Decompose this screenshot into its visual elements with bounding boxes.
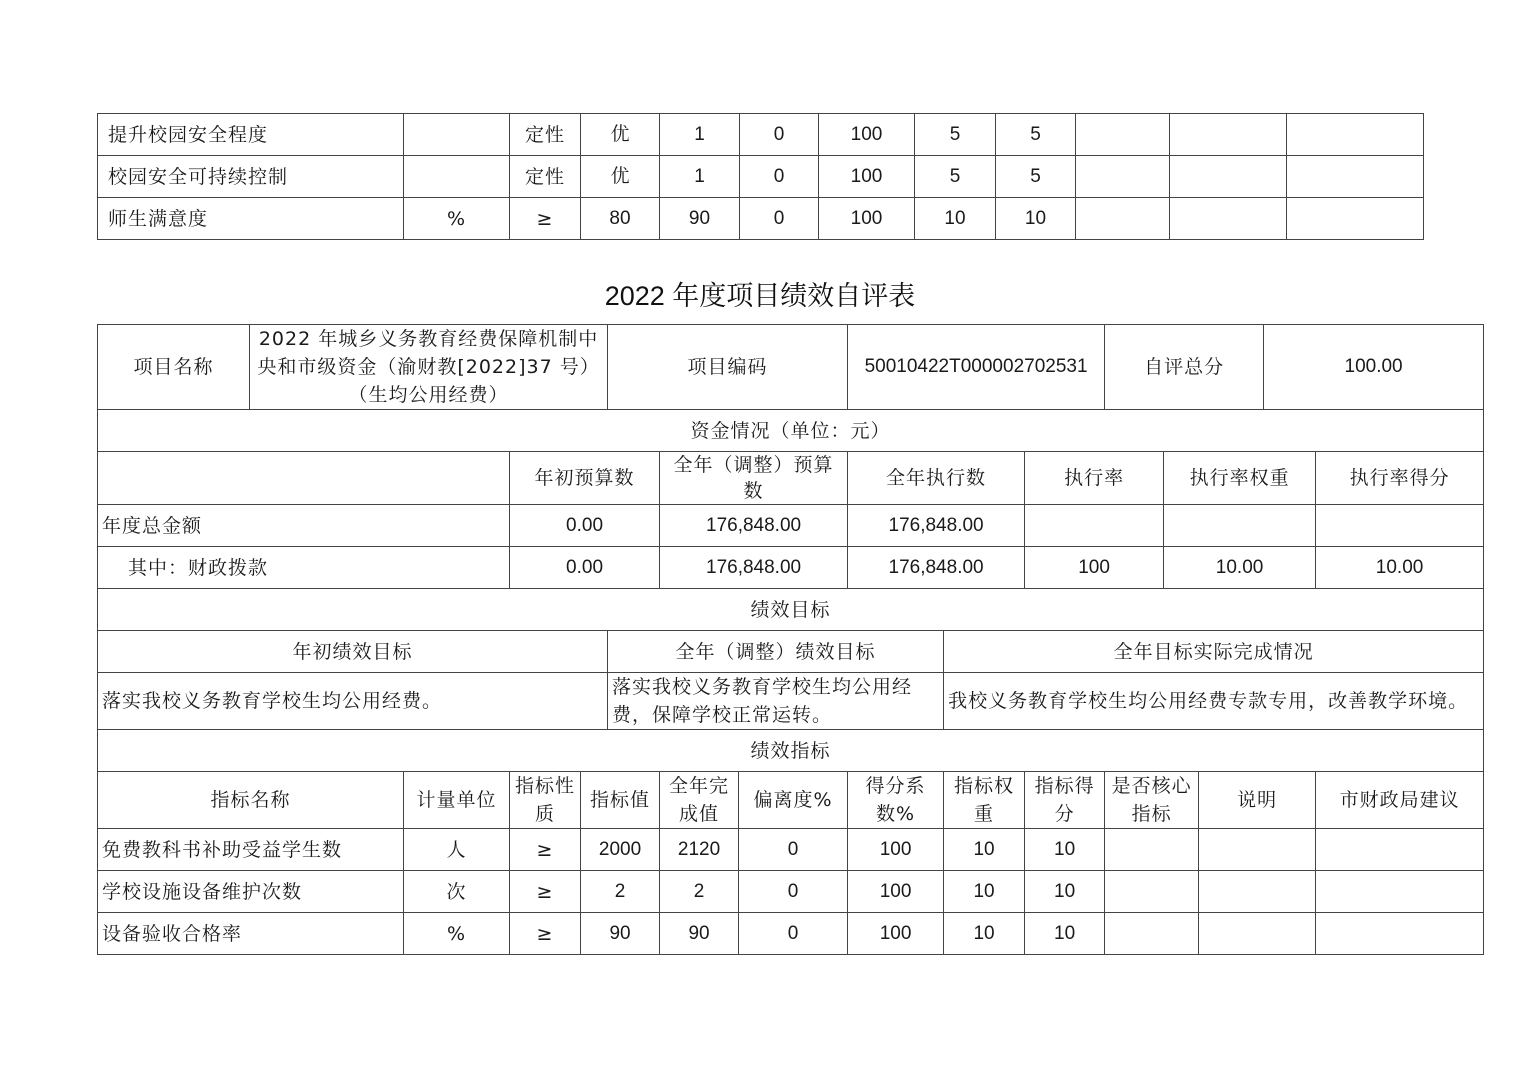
indicator-actual: 90 <box>660 913 739 955</box>
funds-rate-weight: 10.00 <box>1164 547 1316 589</box>
indicator-coef: 100 <box>819 198 915 240</box>
goal-actual-text: 我校义务教育学校生均公用经费专款专用，改善教学环境。 <box>944 673 1484 730</box>
goals-section-row <box>98 589 1484 631</box>
indicator-continuation-table <box>97 113 1424 240</box>
indicators-section-row <box>98 730 1484 772</box>
indicator-core <box>1076 156 1170 198</box>
indicator-advice <box>1287 156 1424 198</box>
indicators-header-row <box>98 772 1484 829</box>
indicator-deviation: 0 <box>739 913 848 955</box>
funds-executed: 176,848.00 <box>848 505 1025 547</box>
goal-adjusted-text: 落实我校义务教育学校生均公用经费，保障学校正常运转。 <box>608 673 944 730</box>
indicator-score: 10 <box>1025 829 1105 871</box>
funds-rate-score <box>1316 505 1484 547</box>
indicator-unit: 次 <box>404 871 510 913</box>
indicator-name: 免费教科书补助受益学生数 <box>98 829 404 871</box>
funds-adjusted: 176,848.00 <box>660 547 848 589</box>
funds-header-initial: 年初预算数 <box>510 452 660 505</box>
funds-total-row <box>98 505 1484 547</box>
funds-executed: 176,848.00 <box>848 547 1025 589</box>
indicator-target: 优 <box>581 114 660 156</box>
ind-header-core: 是否核心指标 <box>1105 772 1199 829</box>
indicator-core <box>1105 871 1199 913</box>
ind-header-nature: 指标性质 <box>510 772 581 829</box>
goal-header-initial: 年初绩效目标 <box>98 631 608 673</box>
indicator-nature: ≥ <box>510 829 581 871</box>
ind-header-score: 指标得分 <box>1025 772 1105 829</box>
indicator-core <box>1076 198 1170 240</box>
indicator-coef: 100 <box>848 829 944 871</box>
funds-rate <box>1025 505 1164 547</box>
indicator-score: 5 <box>996 156 1076 198</box>
indicator-nature: ≥ <box>510 913 581 955</box>
indicator-deviation: 0 <box>739 829 848 871</box>
indicator-weight: 5 <box>915 156 996 198</box>
indicator-weight: 5 <box>915 114 996 156</box>
indicator-core <box>1076 114 1170 156</box>
project-code-value: 50010422T000002702531 <box>848 325 1105 410</box>
indicator-name: 提升校园安全程度 <box>98 114 404 156</box>
indicator-row <box>98 156 1424 198</box>
indicator-row <box>98 913 1484 955</box>
indicator-actual: 90 <box>660 198 740 240</box>
self-evaluation-table <box>97 324 1484 955</box>
indicator-weight: 10 <box>944 913 1025 955</box>
ind-header-note: 说明 <box>1199 772 1316 829</box>
ind-header-name: 指标名称 <box>98 772 404 829</box>
indicator-score: 5 <box>996 114 1076 156</box>
indicator-note <box>1199 829 1316 871</box>
funds-header-rate: 执行率 <box>1025 452 1164 505</box>
indicator-actual: 2120 <box>660 829 739 871</box>
indicator-advice <box>1287 114 1424 156</box>
indicator-deviation: 0 <box>740 114 819 156</box>
indicators-body <box>98 829 1484 955</box>
indicator-name: 学校设施设备维护次数 <box>98 871 404 913</box>
indicator-name: 校园安全可持续控制 <box>98 156 404 198</box>
ind-header-unit: 计量单位 <box>404 772 510 829</box>
indicator-deviation: 0 <box>740 156 819 198</box>
indicator-score: 10 <box>996 198 1076 240</box>
ind-header-target: 指标值 <box>581 772 660 829</box>
funds-section-row <box>98 410 1484 452</box>
indicator-target: 2 <box>581 871 660 913</box>
ind-header-weight: 指标权重 <box>944 772 1025 829</box>
project-name-label: 项目名称 <box>98 325 250 410</box>
indicator-core <box>1105 829 1199 871</box>
indicator-actual: 1 <box>660 156 740 198</box>
funds-fiscal-row <box>98 547 1484 589</box>
indicator-nature: ≥ <box>510 198 581 240</box>
indicator-coef: 100 <box>848 913 944 955</box>
indicator-row <box>98 114 1424 156</box>
goals-value-row <box>98 673 1484 730</box>
ind-header-actual: 全年完成值 <box>660 772 739 829</box>
indicator-note <box>1170 114 1287 156</box>
indicator-note <box>1199 871 1316 913</box>
ind-header-advice: 市财政局建议 <box>1316 772 1484 829</box>
indicator-row <box>98 198 1424 240</box>
indicator-nature: ≥ <box>510 871 581 913</box>
indicator-note <box>1170 198 1287 240</box>
indicator-core <box>1105 913 1199 955</box>
indicator-unit: % <box>404 913 510 955</box>
indicator-unit: % <box>404 198 510 240</box>
funds-header-rate-weight: 执行率权重 <box>1164 452 1316 505</box>
funds-rate-score: 10.00 <box>1316 547 1484 589</box>
project-name-value: 2022 年城乡义务教育经费保障机制中央和市级资金（渝财教[2022]37 号）（生均公用经费） <box>250 325 608 410</box>
funds-row-label: 年度总金额 <box>98 505 510 547</box>
funds-row-label: 其中：财政拨款 <box>98 547 510 589</box>
indicator-target: 80 <box>581 198 660 240</box>
continuation-table-body <box>98 114 1424 240</box>
indicator-nature: 定性 <box>510 156 581 198</box>
indicator-actual: 2 <box>660 871 739 913</box>
indicator-coef: 100 <box>819 114 915 156</box>
indicator-advice <box>1316 871 1484 913</box>
self-score-label: 自评总分 <box>1105 325 1264 410</box>
indicator-coef: 100 <box>819 156 915 198</box>
project-code-label: 项目编码 <box>608 325 848 410</box>
goals-section-title: 绩效目标 <box>98 589 1484 631</box>
indicator-row <box>98 871 1484 913</box>
indicator-weight: 10 <box>915 198 996 240</box>
indicator-weight: 10 <box>944 829 1025 871</box>
funds-header-executed: 全年执行数 <box>848 452 1025 505</box>
indicator-score: 10 <box>1025 913 1105 955</box>
indicator-actual: 1 <box>660 114 740 156</box>
indicator-target: 90 <box>581 913 660 955</box>
indicator-deviation: 0 <box>740 198 819 240</box>
indicator-target: 优 <box>581 156 660 198</box>
funds-header-rate-score: 执行率得分 <box>1316 452 1484 505</box>
indicator-nature: 定性 <box>510 114 581 156</box>
funds-adjusted: 176,848.00 <box>660 505 848 547</box>
indicator-note <box>1199 913 1316 955</box>
indicator-row <box>98 829 1484 871</box>
funds-header-blank <box>98 452 510 505</box>
ind-header-deviation: 偏离度% <box>739 772 848 829</box>
funds-initial: 0.00 <box>510 547 660 589</box>
funds-header-row <box>98 452 1484 505</box>
funds-section-title: 资金情况（单位：元） <box>98 410 1484 452</box>
funds-header-adjusted: 全年（调整）预算数 <box>660 452 848 505</box>
funds-rate: 100 <box>1025 547 1164 589</box>
indicator-unit <box>404 156 510 198</box>
indicator-coef: 100 <box>848 871 944 913</box>
indicator-target: 2000 <box>581 829 660 871</box>
indicator-weight: 10 <box>944 871 1025 913</box>
page-title: 2022 年度项目绩效自评表 <box>604 281 916 311</box>
goal-header-actual: 全年目标实际完成情况 <box>944 631 1484 673</box>
self-score-value: 100.00 <box>1264 325 1484 410</box>
indicator-deviation: 0 <box>739 871 848 913</box>
indicator-advice <box>1316 829 1484 871</box>
indicator-advice <box>1316 913 1484 955</box>
project-info-row <box>98 325 1484 410</box>
indicator-advice <box>1287 198 1424 240</box>
indicator-name: 师生满意度 <box>98 198 404 240</box>
indicator-unit: 人 <box>404 829 510 871</box>
indicator-unit <box>404 114 510 156</box>
ind-header-coef: 得分系数% <box>848 772 944 829</box>
goal-initial-text: 落实我校义务教育学校生均公用经费。 <box>98 673 608 730</box>
indicator-name: 设备验收合格率 <box>98 913 404 955</box>
funds-initial: 0.00 <box>510 505 660 547</box>
indicators-section-title: 绩效指标 <box>98 730 1484 772</box>
goal-header-adjusted: 全年（调整）绩效目标 <box>608 631 944 673</box>
indicator-note <box>1170 156 1287 198</box>
indicator-score: 10 <box>1025 871 1105 913</box>
funds-rate-weight <box>1164 505 1316 547</box>
goals-header-row <box>98 631 1484 673</box>
